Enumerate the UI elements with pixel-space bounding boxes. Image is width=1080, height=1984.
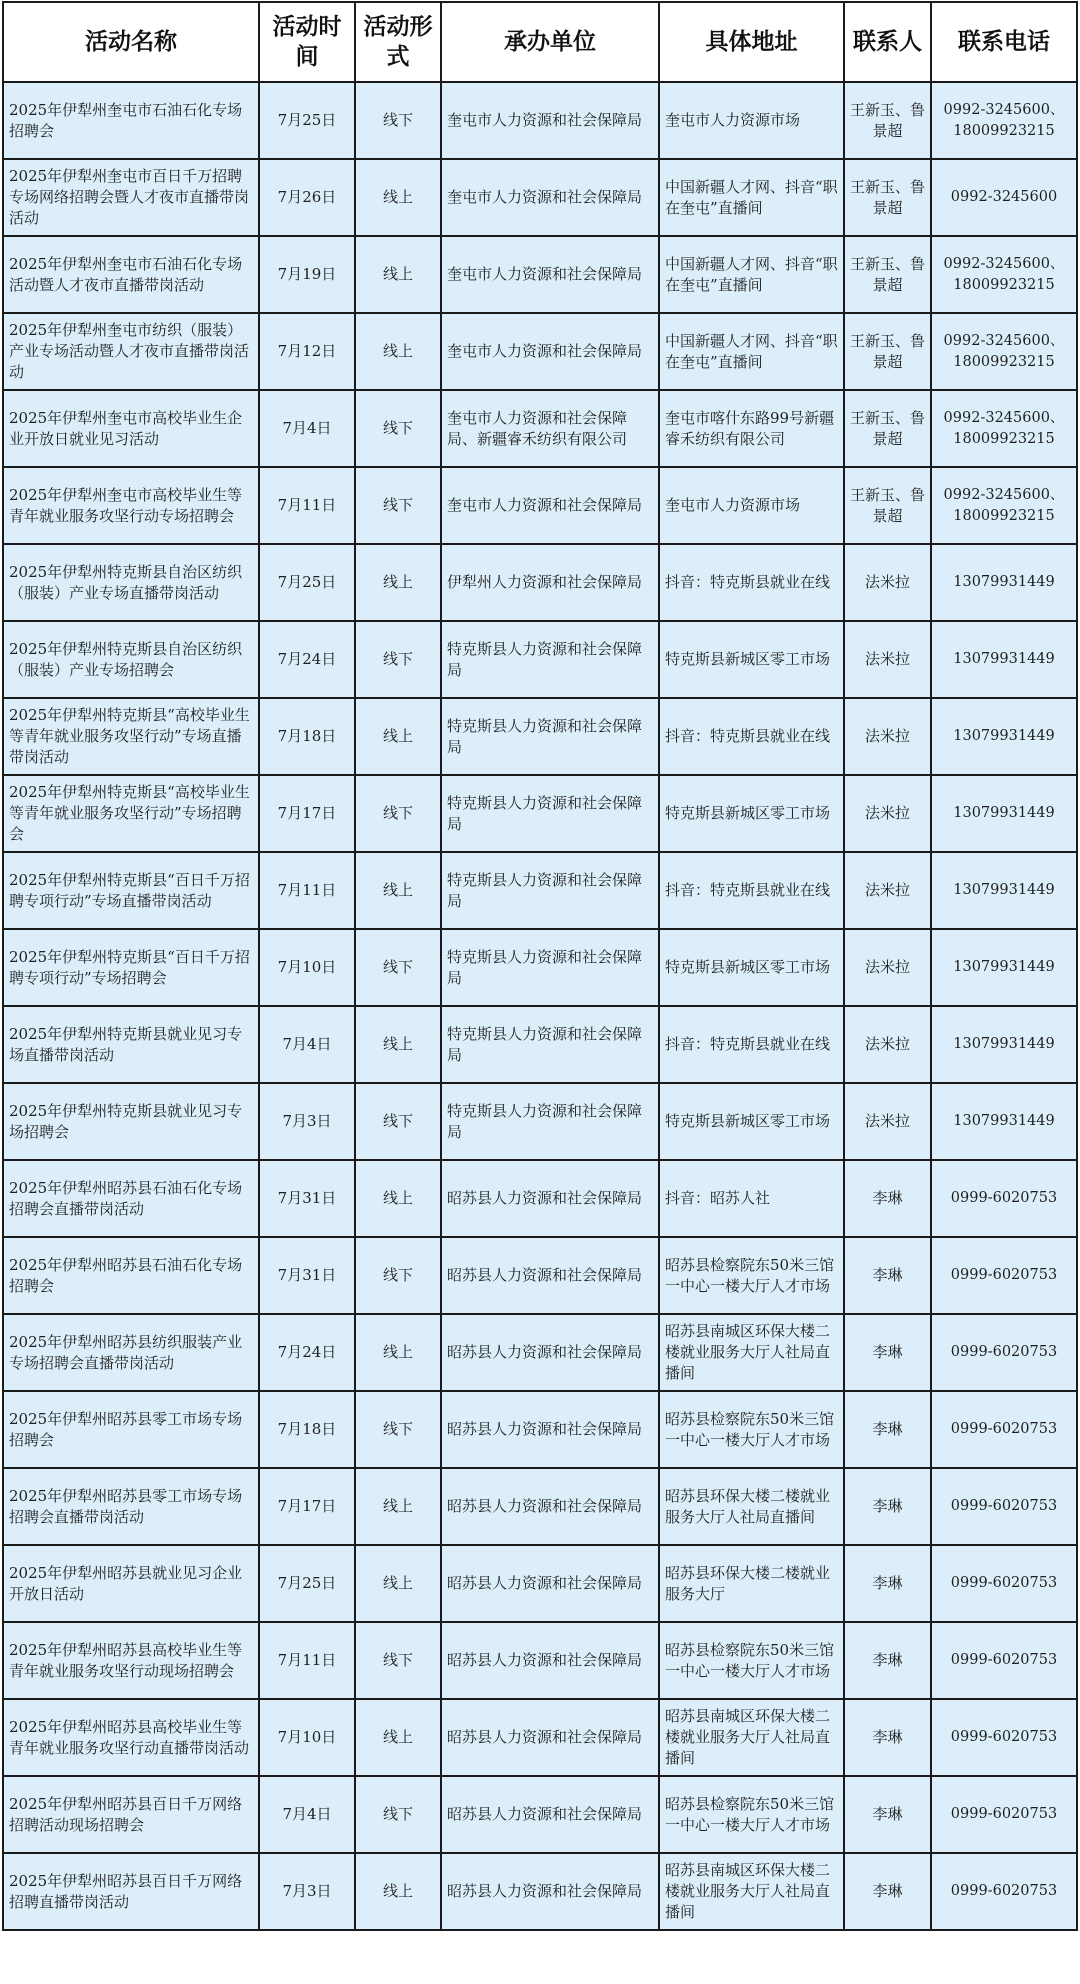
cell-contact-person: 李琳 <box>844 1853 931 1930</box>
header-activity-name: 活动名称 <box>3 2 259 82</box>
cell-activity-date: 7月11日 <box>259 467 355 544</box>
cell-activity-name: 2025年伊犁州奎屯市百日千万招聘专场网络招聘会暨人才夜市直播带岗活动 <box>3 159 259 236</box>
cell-activity-form: 线上 <box>355 698 441 775</box>
cell-organizer: 奎屯市人力资源和社会保障局 <box>441 467 659 544</box>
cell-activity-name: 2025年伊犁州昭苏县纺织服装产业专场招聘会直播带岗活动 <box>3 1314 259 1391</box>
cell-activity-date: 7月12日 <box>259 313 355 390</box>
cell-contact-phone: 13079931449 <box>931 929 1077 1006</box>
cell-contact-phone: 0992-3245600、18009923215 <box>931 467 1077 544</box>
cell-organizer: 昭苏县人力资源和社会保障局 <box>441 1776 659 1853</box>
cell-activity-name: 2025年伊犁州特克斯县“高校毕业生等青年就业服务攻坚行动”专场招聘会 <box>3 775 259 852</box>
header-organizer: 承办单位 <box>441 2 659 82</box>
cell-activity-date: 7月26日 <box>259 159 355 236</box>
cell-activity-name: 2025年伊犁州昭苏县高校毕业生等青年就业服务攻坚行动直播带岗活动 <box>3 1699 259 1776</box>
header-contact-person: 联系人 <box>844 2 931 82</box>
cell-contact-person: 李琳 <box>844 1160 931 1237</box>
cell-address: 奎屯市人力资源市场 <box>659 467 844 544</box>
header-contact-phone: 联系电话 <box>931 2 1077 82</box>
table-row <box>3 852 1077 929</box>
cell-activity-date: 7月10日 <box>259 1699 355 1776</box>
table-row <box>3 1314 1077 1391</box>
cell-organizer: 昭苏县人力资源和社会保障局 <box>441 1314 659 1391</box>
cell-activity-name: 2025年伊犁州奎屯市石油石化专场招聘会 <box>3 82 259 159</box>
cell-address: 昭苏县检察院东50米三馆一中心一楼大厅人才市场 <box>659 1391 844 1468</box>
cell-contact-person: 李琳 <box>844 1622 931 1699</box>
cell-address: 抖音：昭苏人社 <box>659 1160 844 1237</box>
cell-address: 特克斯县新城区零工市场 <box>659 929 844 1006</box>
cell-contact-phone: 0999-6020753 <box>931 1776 1077 1853</box>
table-row <box>3 544 1077 621</box>
table-row <box>3 1083 1077 1160</box>
cell-contact-person: 王新玉、鲁景超 <box>844 313 931 390</box>
cell-activity-form: 线上 <box>355 1314 441 1391</box>
cell-activity-form: 线下 <box>355 1776 441 1853</box>
cell-contact-person: 法米拉 <box>844 1083 931 1160</box>
cell-activity-form: 线下 <box>355 1622 441 1699</box>
job-fair-table <box>2 1 1078 1931</box>
cell-contact-phone: 13079931449 <box>931 1083 1077 1160</box>
cell-activity-name: 2025年伊犁州奎屯市纺织（服装）产业专场活动暨人才夜市直播带岗活动 <box>3 313 259 390</box>
cell-address: 抖音：特克斯县就业在线 <box>659 1006 844 1083</box>
cell-activity-form: 线上 <box>355 1160 441 1237</box>
table-row <box>3 1160 1077 1237</box>
cell-organizer: 奎屯市人力资源和社会保障局 <box>441 159 659 236</box>
cell-contact-person: 王新玉、鲁景超 <box>844 236 931 313</box>
cell-contact-phone: 0999-6020753 <box>931 1237 1077 1314</box>
cell-activity-form: 线下 <box>355 390 441 467</box>
cell-activity-form: 线上 <box>355 1006 441 1083</box>
cell-activity-form: 线上 <box>355 1468 441 1545</box>
cell-activity-date: 7月25日 <box>259 1545 355 1622</box>
cell-contact-person: 法米拉 <box>844 775 931 852</box>
cell-activity-date: 7月11日 <box>259 852 355 929</box>
cell-activity-name: 2025年伊犁州昭苏县石油石化专场招聘会直播带岗活动 <box>3 1160 259 1237</box>
cell-contact-phone: 13079931449 <box>931 775 1077 852</box>
cell-address: 昭苏县检察院东50米三馆一中心一楼大厅人才市场 <box>659 1622 844 1699</box>
cell-organizer: 昭苏县人力资源和社会保障局 <box>441 1622 659 1699</box>
cell-address: 中国新疆人才网、抖音“职在奎屯”直播间 <box>659 236 844 313</box>
cell-contact-person: 李琳 <box>844 1776 931 1853</box>
cell-contact-person: 李琳 <box>844 1314 931 1391</box>
cell-activity-date: 7月18日 <box>259 1391 355 1468</box>
cell-contact-phone: 0992-3245600、18009923215 <box>931 82 1077 159</box>
cell-contact-person: 法米拉 <box>844 1006 931 1083</box>
cell-activity-name: 2025年伊犁州特克斯县“百日千万招聘专项行动”专场招聘会 <box>3 929 259 1006</box>
cell-contact-person: 王新玉、鲁景超 <box>844 82 931 159</box>
cell-address: 昭苏县环保大楼二楼就业服务大厅 <box>659 1545 844 1622</box>
cell-activity-date: 7月3日 <box>259 1853 355 1930</box>
table-row <box>3 390 1077 467</box>
cell-activity-form: 线上 <box>355 1853 441 1930</box>
cell-activity-name: 2025年伊犁州特克斯县“高校毕业生等青年就业服务攻坚行动”专场直播带岗活动 <box>3 698 259 775</box>
cell-activity-form: 线下 <box>355 621 441 698</box>
cell-organizer: 奎屯市人力资源和社会保障局 <box>441 82 659 159</box>
cell-activity-form: 线下 <box>355 467 441 544</box>
cell-address: 昭苏县环保大楼二楼就业服务大厅人社局直播间 <box>659 1468 844 1545</box>
cell-contact-person: 法米拉 <box>844 621 931 698</box>
cell-activity-name: 2025年伊犁州奎屯市高校毕业生企业开放日就业见习活动 <box>3 390 259 467</box>
table-row <box>3 1237 1077 1314</box>
cell-contact-phone: 13079931449 <box>931 852 1077 929</box>
cell-activity-name: 2025年伊犁州特克斯县自治区纺织（服装）产业专场直播带岗活动 <box>3 544 259 621</box>
cell-activity-name: 2025年伊犁州特克斯县就业见习专场招聘会 <box>3 1083 259 1160</box>
cell-activity-name: 2025年伊犁州特克斯县“百日千万招聘专项行动”专场直播带岗活动 <box>3 852 259 929</box>
table-row <box>3 1545 1077 1622</box>
cell-activity-date: 7月4日 <box>259 1006 355 1083</box>
cell-activity-form: 线上 <box>355 1699 441 1776</box>
cell-contact-phone: 13079931449 <box>931 544 1077 621</box>
table-row <box>3 621 1077 698</box>
cell-organizer: 特克斯县人力资源和社会保障局 <box>441 621 659 698</box>
cell-activity-form: 线下 <box>355 1083 441 1160</box>
table-row <box>3 1776 1077 1853</box>
cell-activity-date: 7月24日 <box>259 1314 355 1391</box>
cell-activity-name: 2025年伊犁州昭苏县百日千万网络招聘直播带岗活动 <box>3 1853 259 1930</box>
cell-contact-phone: 0999-6020753 <box>931 1160 1077 1237</box>
cell-organizer: 奎屯市人力资源和社会保障局、新疆睿禾纺织有限公司 <box>441 390 659 467</box>
table-row <box>3 1468 1077 1545</box>
cell-organizer: 昭苏县人力资源和社会保障局 <box>441 1468 659 1545</box>
table-row <box>3 1853 1077 1930</box>
table-row <box>3 313 1077 390</box>
cell-contact-phone: 13079931449 <box>931 698 1077 775</box>
table-row <box>3 1391 1077 1468</box>
cell-contact-phone: 0999-6020753 <box>931 1699 1077 1776</box>
cell-activity-form: 线上 <box>355 313 441 390</box>
cell-organizer: 昭苏县人力资源和社会保障局 <box>441 1545 659 1622</box>
cell-address: 抖音：特克斯县就业在线 <box>659 852 844 929</box>
cell-activity-date: 7月24日 <box>259 621 355 698</box>
cell-organizer: 奎屯市人力资源和社会保障局 <box>441 236 659 313</box>
cell-organizer: 特克斯县人力资源和社会保障局 <box>441 775 659 852</box>
cell-activity-date: 7月31日 <box>259 1160 355 1237</box>
table-row <box>3 467 1077 544</box>
cell-activity-date: 7月11日 <box>259 1622 355 1699</box>
table-row <box>3 775 1077 852</box>
cell-address: 中国新疆人才网、抖音“职在奎屯”直播间 <box>659 159 844 236</box>
cell-contact-phone: 13079931449 <box>931 621 1077 698</box>
cell-contact-person: 法米拉 <box>844 852 931 929</box>
cell-address: 昭苏县南城区环保大楼二楼就业服务大厅人社局直播间 <box>659 1853 844 1930</box>
cell-activity-form: 线下 <box>355 775 441 852</box>
cell-contact-person: 王新玉、鲁景超 <box>844 159 931 236</box>
cell-contact-person: 法米拉 <box>844 698 931 775</box>
cell-activity-date: 7月17日 <box>259 1468 355 1545</box>
cell-address: 特克斯县新城区零工市场 <box>659 775 844 852</box>
cell-contact-phone: 0992-3245600 <box>931 159 1077 236</box>
header-address: 具体地址 <box>659 2 844 82</box>
cell-contact-phone: 0992-3245600、18009923215 <box>931 313 1077 390</box>
cell-activity-date: 7月19日 <box>259 236 355 313</box>
cell-contact-person: 法米拉 <box>844 929 931 1006</box>
cell-address: 奎屯市人力资源市场 <box>659 82 844 159</box>
table-header-row <box>3 2 1077 82</box>
job-fair-table-wrapper <box>2 1 1076 1931</box>
cell-address: 抖音：特克斯县就业在线 <box>659 544 844 621</box>
cell-activity-name: 2025年伊犁州昭苏县高校毕业生等青年就业服务攻坚行动现场招聘会 <box>3 1622 259 1699</box>
cell-contact-person: 李琳 <box>844 1468 931 1545</box>
cell-address: 奎屯市喀什东路99号新疆睿禾纺织有限公司 <box>659 390 844 467</box>
table-row <box>3 1622 1077 1699</box>
cell-contact-phone: 0999-6020753 <box>931 1314 1077 1391</box>
cell-contact-person: 法米拉 <box>844 544 931 621</box>
cell-address: 特克斯县新城区零工市场 <box>659 1083 844 1160</box>
cell-contact-person: 李琳 <box>844 1237 931 1314</box>
cell-organizer: 特克斯县人力资源和社会保障局 <box>441 698 659 775</box>
cell-contact-person: 王新玉、鲁景超 <box>844 390 931 467</box>
cell-contact-person: 王新玉、鲁景超 <box>844 467 931 544</box>
cell-activity-name: 2025年伊犁州昭苏县零工市场专场招聘会直播带岗活动 <box>3 1468 259 1545</box>
cell-organizer: 奎屯市人力资源和社会保障局 <box>441 313 659 390</box>
cell-contact-person: 李琳 <box>844 1699 931 1776</box>
header-activity-form: 活动形式 <box>355 2 441 82</box>
header-activity-date: 活动时间 <box>259 2 355 82</box>
cell-organizer: 特克斯县人力资源和社会保障局 <box>441 1083 659 1160</box>
cell-activity-name: 2025年伊犁州昭苏县百日千万网络招聘活动现场招聘会 <box>3 1776 259 1853</box>
cell-address: 昭苏县南城区环保大楼二楼就业服务大厅人社局直播间 <box>659 1314 844 1391</box>
cell-activity-date: 7月10日 <box>259 929 355 1006</box>
cell-activity-name: 2025年伊犁州特克斯县自治区纺织（服装）产业专场招聘会 <box>3 621 259 698</box>
cell-activity-name: 2025年伊犁州昭苏县零工市场专场招聘会 <box>3 1391 259 1468</box>
cell-contact-phone: 0992-3245600、18009923215 <box>931 236 1077 313</box>
cell-activity-name: 2025年伊犁州奎屯市高校毕业生等青年就业服务攻坚行动专场招聘会 <box>3 467 259 544</box>
cell-activity-date: 7月4日 <box>259 390 355 467</box>
cell-activity-date: 7月25日 <box>259 544 355 621</box>
cell-address: 中国新疆人才网、抖音“职在奎屯”直播间 <box>659 313 844 390</box>
cell-activity-form: 线上 <box>355 852 441 929</box>
cell-activity-date: 7月18日 <box>259 698 355 775</box>
cell-organizer: 昭苏县人力资源和社会保障局 <box>441 1160 659 1237</box>
cell-address: 昭苏县检察院东50米三馆一中心一楼大厅人才市场 <box>659 1237 844 1314</box>
cell-contact-phone: 0999-6020753 <box>931 1853 1077 1930</box>
cell-contact-phone: 13079931449 <box>931 1006 1077 1083</box>
cell-address: 昭苏县检察院东50米三馆一中心一楼大厅人才市场 <box>659 1776 844 1853</box>
cell-organizer: 昭苏县人力资源和社会保障局 <box>441 1853 659 1930</box>
cell-contact-phone: 0992-3245600、18009923215 <box>931 390 1077 467</box>
cell-activity-name: 2025年伊犁州奎屯市石油石化专场活动暨人才夜市直播带岗活动 <box>3 236 259 313</box>
cell-address: 抖音：特克斯县就业在线 <box>659 698 844 775</box>
cell-activity-name: 2025年伊犁州昭苏县石油石化专场招聘会 <box>3 1237 259 1314</box>
cell-activity-date: 7月31日 <box>259 1237 355 1314</box>
cell-activity-form: 线下 <box>355 929 441 1006</box>
cell-contact-phone: 0999-6020753 <box>931 1545 1077 1622</box>
cell-activity-date: 7月25日 <box>259 82 355 159</box>
cell-contact-person: 李琳 <box>844 1391 931 1468</box>
cell-organizer: 昭苏县人力资源和社会保障局 <box>441 1391 659 1468</box>
cell-contact-phone: 0999-6020753 <box>931 1622 1077 1699</box>
cell-activity-form: 线上 <box>355 544 441 621</box>
table-row <box>3 698 1077 775</box>
cell-organizer: 特克斯县人力资源和社会保障局 <box>441 929 659 1006</box>
table-body <box>3 82 1077 1930</box>
cell-activity-form: 线下 <box>355 82 441 159</box>
cell-activity-form: 线下 <box>355 1391 441 1468</box>
table-row <box>3 929 1077 1006</box>
cell-contact-phone: 0999-6020753 <box>931 1391 1077 1468</box>
cell-activity-form: 线下 <box>355 1237 441 1314</box>
table-row <box>3 159 1077 236</box>
cell-contact-person: 李琳 <box>844 1545 931 1622</box>
cell-contact-phone: 0999-6020753 <box>931 1468 1077 1545</box>
table-row <box>3 1699 1077 1776</box>
cell-activity-form: 线上 <box>355 236 441 313</box>
cell-organizer: 伊犁州人力资源和社会保障局 <box>441 544 659 621</box>
cell-organizer: 特克斯县人力资源和社会保障局 <box>441 1006 659 1083</box>
table-row <box>3 1006 1077 1083</box>
cell-activity-name: 2025年伊犁州特克斯县就业见习专场直播带岗活动 <box>3 1006 259 1083</box>
cell-address: 昭苏县南城区环保大楼二楼就业服务大厅人社局直播间 <box>659 1699 844 1776</box>
cell-activity-date: 7月4日 <box>259 1776 355 1853</box>
cell-organizer: 昭苏县人力资源和社会保障局 <box>441 1699 659 1776</box>
cell-organizer: 特克斯县人力资源和社会保障局 <box>441 852 659 929</box>
table-row <box>3 82 1077 159</box>
cell-activity-date: 7月3日 <box>259 1083 355 1160</box>
cell-activity-name: 2025年伊犁州昭苏县就业见习企业开放日活动 <box>3 1545 259 1622</box>
cell-address: 特克斯县新城区零工市场 <box>659 621 844 698</box>
cell-organizer: 昭苏县人力资源和社会保障局 <box>441 1237 659 1314</box>
cell-activity-form: 线上 <box>355 1545 441 1622</box>
cell-activity-date: 7月17日 <box>259 775 355 852</box>
table-row <box>3 236 1077 313</box>
cell-activity-form: 线上 <box>355 159 441 236</box>
